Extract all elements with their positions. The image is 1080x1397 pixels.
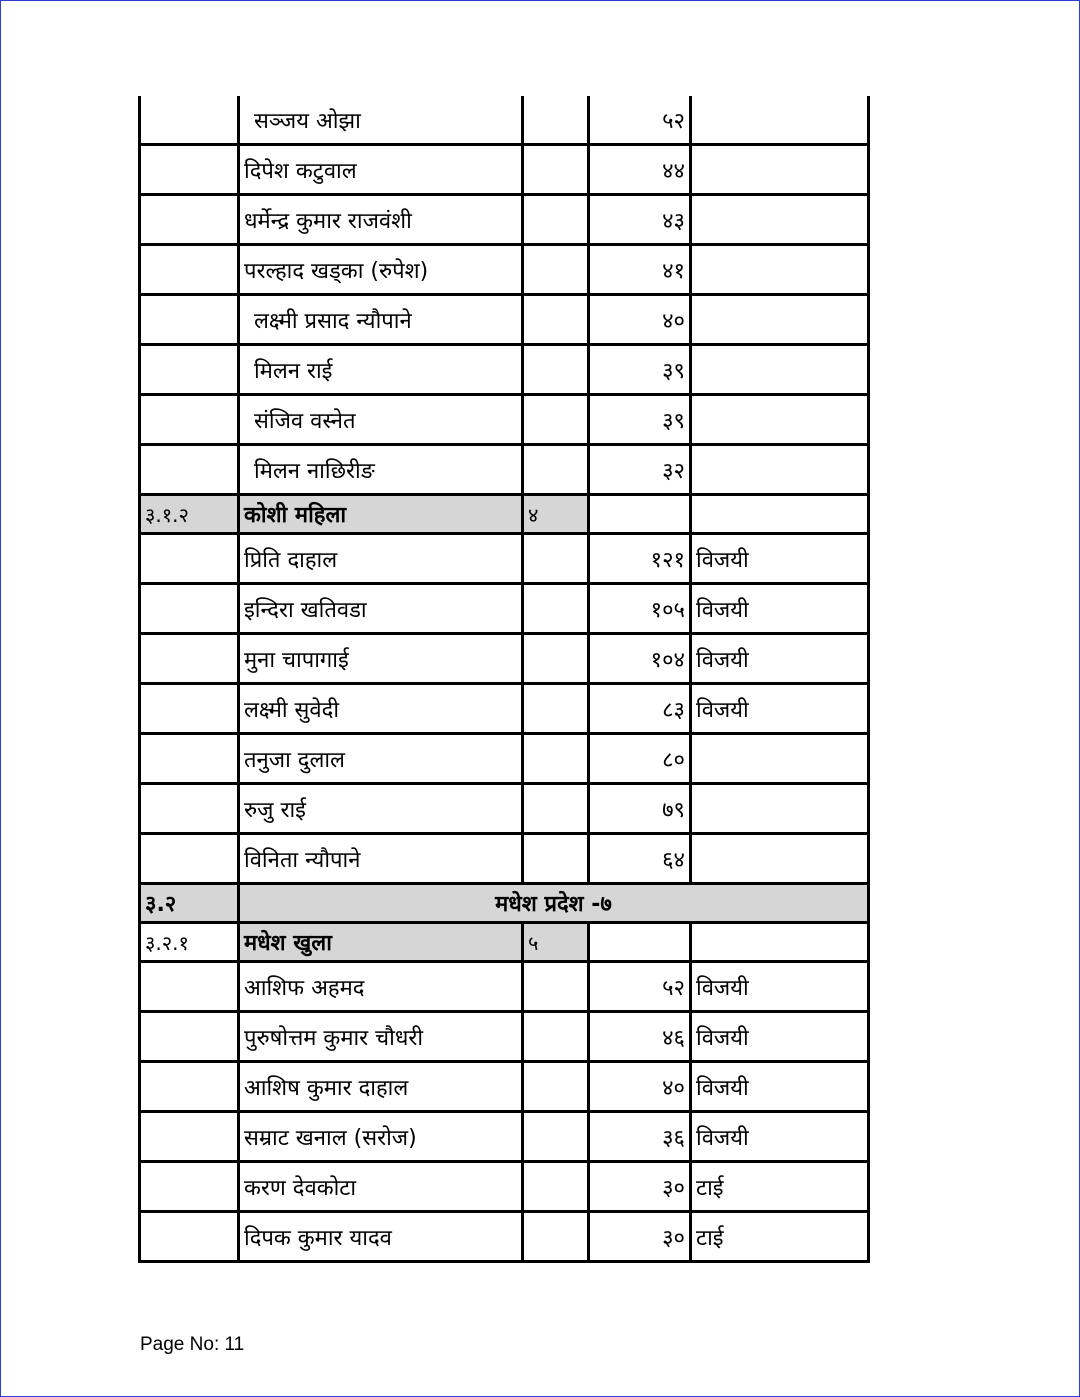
result-cell <box>691 295 869 345</box>
seats-cell <box>523 295 589 345</box>
candidate-name: लक्ष्मी सुवेदी <box>239 684 523 734</box>
candidate-name: सञ्जय ओझा <box>239 96 523 145</box>
serial-cell <box>140 684 239 734</box>
vote-count: ७९ <box>589 784 691 834</box>
serial-cell <box>140 345 239 395</box>
result-status: विजयी <box>691 634 869 684</box>
serial-cell <box>140 245 239 295</box>
seats-cell <box>523 445 589 495</box>
vote-count: १०४ <box>589 634 691 684</box>
serial-cell <box>140 195 239 245</box>
group-header-row <box>140 495 869 534</box>
candidate-name: तनुजा दुलाल <box>239 734 523 784</box>
serial-cell <box>140 834 239 884</box>
province-title: मधेश प्रदेश -७ <box>239 884 869 923</box>
result-cell <box>691 345 869 395</box>
candidate-name: करण देवकोटा <box>239 1162 523 1212</box>
candidate-name: परल्हाद खड्का (रुपेश) <box>239 245 523 295</box>
province-header-row <box>140 884 869 923</box>
seats-cell <box>523 784 589 834</box>
vote-count: ८३ <box>589 684 691 734</box>
seats-cell <box>523 534 589 584</box>
candidate-name: दिपेश कटुवाल <box>239 145 523 195</box>
table-row <box>140 145 869 195</box>
seats-cell <box>523 1062 589 1112</box>
vote-count <box>589 495 691 534</box>
result-status: विजयी <box>691 534 869 584</box>
result-status <box>691 784 869 834</box>
vote-count: १०५ <box>589 584 691 634</box>
vote-count: ३० <box>589 1162 691 1212</box>
page-number: Page No: 11 <box>140 1334 245 1355</box>
candidate-name: दिपक कुमार यादव <box>239 1212 523 1262</box>
serial-cell <box>140 1012 239 1062</box>
result-cell <box>691 395 869 445</box>
serial-cell <box>140 534 239 584</box>
result-status: विजयी <box>691 584 869 634</box>
candidate-name: रुजु राई <box>239 784 523 834</box>
table-row <box>140 345 869 395</box>
serial-cell <box>140 295 239 345</box>
seats-cell <box>523 834 589 884</box>
result-cell <box>691 495 869 534</box>
serial-cell <box>140 1062 239 1112</box>
candidate-name: संजिव वस्नेत <box>239 395 523 445</box>
group-seats: ५ <box>523 923 589 962</box>
vote-count: ४३ <box>589 195 691 245</box>
serial-cell <box>140 445 239 495</box>
serial-cell <box>140 1162 239 1212</box>
vote-count: ८० <box>589 734 691 784</box>
table-row <box>140 96 869 145</box>
vote-count: ४० <box>589 295 691 345</box>
table-row <box>140 734 869 784</box>
results-table <box>138 96 870 1263</box>
result-status: विजयी <box>691 1112 869 1162</box>
seats-cell <box>523 395 589 445</box>
table-row <box>140 1012 869 1062</box>
vote-count: ३० <box>589 1212 691 1262</box>
vote-count: ४१ <box>589 245 691 295</box>
table-row <box>140 1062 869 1112</box>
seats-cell <box>523 962 589 1012</box>
result-status: विजयी <box>691 1062 869 1112</box>
candidate-name: सम्राट खनाल (सरोज) <box>239 1112 523 1162</box>
serial-cell <box>140 1212 239 1262</box>
seats-cell <box>523 734 589 784</box>
serial-cell <box>140 634 239 684</box>
serial-cell <box>140 1112 239 1162</box>
candidate-name: पुरुषोत्तम कुमार चौधरी <box>239 1012 523 1062</box>
serial-cell <box>140 734 239 784</box>
seats-cell <box>523 1212 589 1262</box>
table-row <box>140 834 869 884</box>
candidate-name: मुना चापागाई <box>239 634 523 684</box>
result-status: विजयी <box>691 962 869 1012</box>
result-cell <box>691 245 869 295</box>
table-row <box>140 1212 869 1262</box>
vote-count: ४६ <box>589 1012 691 1062</box>
seats-cell <box>523 96 589 145</box>
seats-cell <box>523 1012 589 1062</box>
table-row <box>140 584 869 634</box>
vote-count: ६४ <box>589 834 691 884</box>
group-title: कोशी महिला <box>239 495 523 534</box>
table-row <box>140 684 869 734</box>
result-status <box>691 834 869 884</box>
group-header-row <box>140 923 869 962</box>
seats-cell <box>523 345 589 395</box>
vote-count: ५२ <box>589 962 691 1012</box>
table-row <box>140 245 869 295</box>
vote-count: ३९ <box>589 345 691 395</box>
result-cell <box>691 145 869 195</box>
vote-count: १२१ <box>589 534 691 584</box>
vote-count: ३९ <box>589 395 691 445</box>
result-cell <box>691 923 869 962</box>
candidate-name: आशिष कुमार दाहाल <box>239 1062 523 1112</box>
candidate-name: इन्दिरा खतिवडा <box>239 584 523 634</box>
table-row <box>140 445 869 495</box>
vote-count: ५२ <box>589 96 691 145</box>
table-row <box>140 1162 869 1212</box>
serial-cell <box>140 395 239 445</box>
candidate-name: मिलन नाछिरीङ <box>239 445 523 495</box>
group-seats: ४ <box>523 495 589 534</box>
table-row <box>140 195 869 245</box>
table-row <box>140 1112 869 1162</box>
vote-count: ४४ <box>589 145 691 195</box>
result-status: टाई <box>691 1212 869 1262</box>
vote-count <box>589 923 691 962</box>
seats-cell <box>523 634 589 684</box>
serial-cell <box>140 962 239 1012</box>
seats-cell <box>523 245 589 295</box>
table-row <box>140 784 869 834</box>
vote-count: ३६ <box>589 1112 691 1162</box>
result-status <box>691 734 869 784</box>
candidate-name: लक्ष्मी प्रसाद न्यौपाने <box>239 295 523 345</box>
seats-cell <box>523 1112 589 1162</box>
result-cell <box>691 96 869 145</box>
candidate-name: मिलन राई <box>239 345 523 395</box>
result-status: विजयी <box>691 684 869 734</box>
result-cell <box>691 195 869 245</box>
table-row <box>140 295 869 345</box>
vote-count: ३२ <box>589 445 691 495</box>
group-serial: ३.१.२ <box>140 495 239 534</box>
seats-cell <box>523 684 589 734</box>
seats-cell <box>523 195 589 245</box>
candidate-name: आशिफ अहमद <box>239 962 523 1012</box>
table-row <box>140 534 869 584</box>
seats-cell <box>523 584 589 634</box>
serial-cell <box>140 584 239 634</box>
vote-count: ४० <box>589 1062 691 1112</box>
table-row <box>140 634 869 684</box>
candidate-name: प्रिति दाहाल <box>239 534 523 584</box>
result-status: टाई <box>691 1162 869 1212</box>
province-serial: ३.२ <box>140 884 239 923</box>
seats-cell <box>523 1162 589 1212</box>
table-row <box>140 962 869 1012</box>
candidate-name: धर्मेन्द्र कुमार राजवंशी <box>239 195 523 245</box>
group-title: मधेश खुला <box>239 923 523 962</box>
serial-cell <box>140 145 239 195</box>
candidate-name: विनिता न्यौपाने <box>239 834 523 884</box>
table-row <box>140 395 869 445</box>
group-serial: ३.२.१ <box>140 923 239 962</box>
result-status: विजयी <box>691 1012 869 1062</box>
serial-cell <box>140 96 239 145</box>
serial-cell <box>140 784 239 834</box>
seats-cell <box>523 145 589 195</box>
result-cell <box>691 445 869 495</box>
